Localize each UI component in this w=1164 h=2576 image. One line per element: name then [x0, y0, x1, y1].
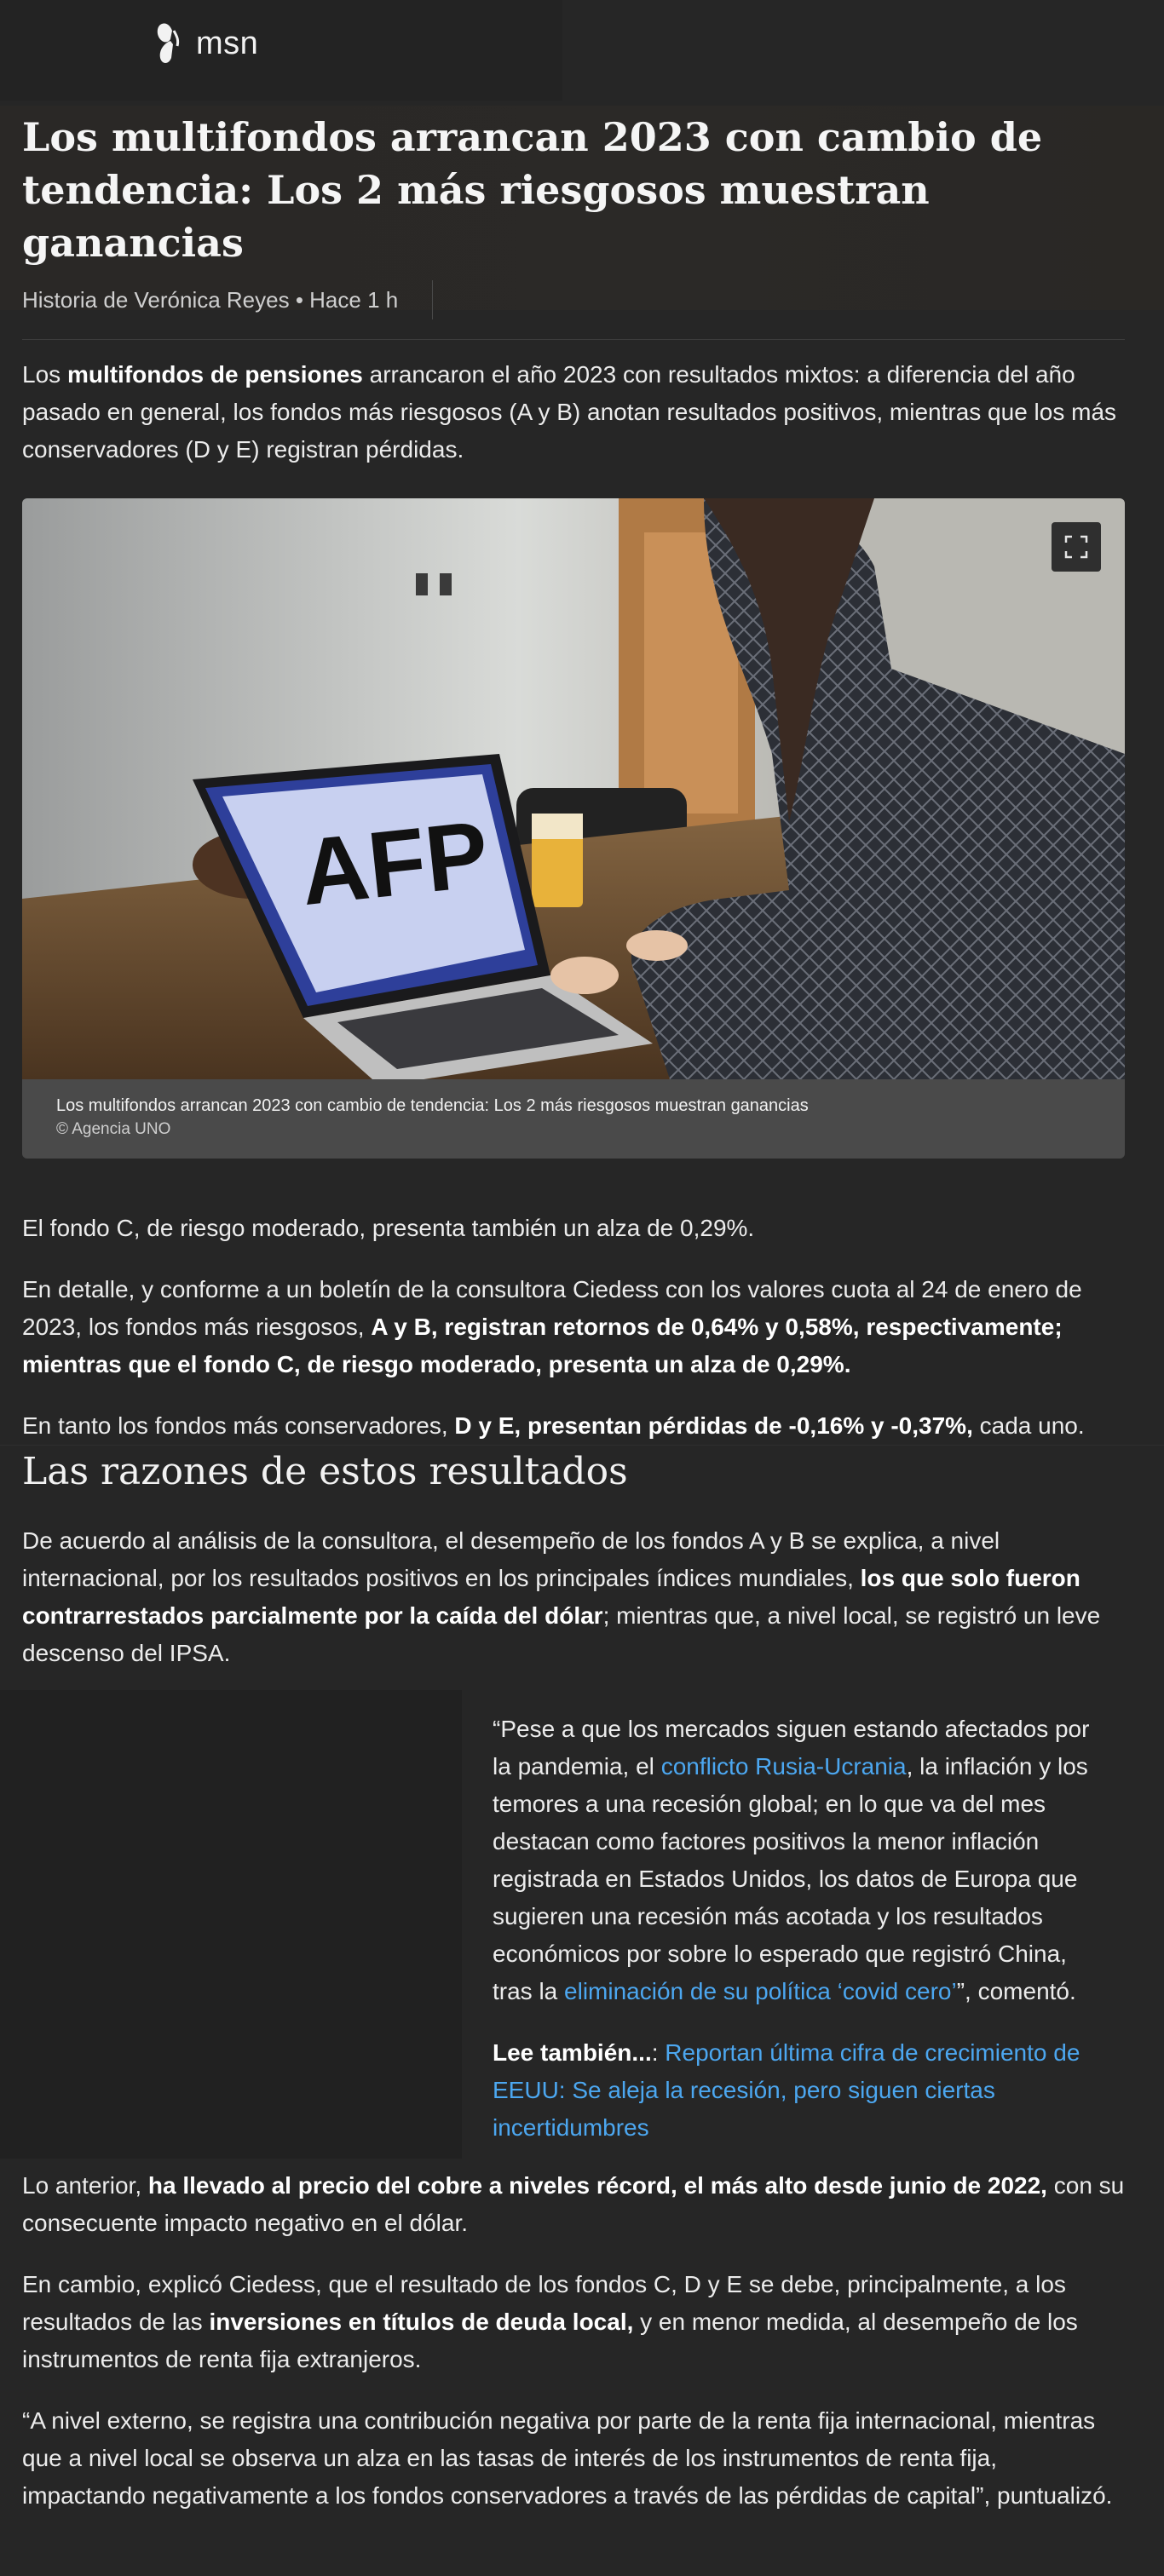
butterfly-icon	[153, 19, 191, 68]
article-header	[22, 111, 1125, 340]
link-conflicto[interactable]: conflicto Rusia-Ucrania	[660, 1753, 907, 1780]
header-rule	[22, 339, 1125, 340]
see-also	[493, 2034, 1106, 2147]
text-span: “Pese a que los mercados siguen estando afectados por la pandemia, el	[493, 1716, 1090, 1780]
text-span: cada uno.	[972, 1412, 1085, 1439]
byline-row	[22, 281, 1125, 319]
text-span: Los	[22, 361, 67, 388]
paragraph-external: “A nivel externo, se registra una contribución negativa por parte de la renta fija internacional, mientras que a nivel local se observa un alza en las tasas de interés de los instrumentos de renta fija, impactando negativamente a los fondos conservadores a través de las pérdidas de capital”, puntualizó.	[22, 2407, 1113, 2509]
see-also-label: Lee también...	[493, 2039, 652, 2066]
link-covid-cero[interactable]: eliminación de su política ‘covid cero’	[564, 1978, 957, 2004]
paragraph-fondo-c: El fondo C, de riesgo moderado, presenta también un alza de 0,29%.	[22, 1215, 755, 1241]
text-span: ”, comentó.	[956, 1978, 1076, 2004]
article-title: Los multifondos arrancan 2023 con cambio de tendencia: Los 2 más riesgosos muestran ganancias	[22, 114, 1043, 266]
text-span: y en menor medida, al desempeño de los instrumentos de renta fija extranjeros.	[22, 2309, 1078, 2372]
quote-paragraph	[493, 1711, 1106, 2010]
ad-slot	[0, 1690, 462, 2159]
section-block	[22, 1450, 1125, 1672]
bold-span: inversiones en títulos de deuda local,	[209, 2309, 634, 2335]
paragraph-conservative	[22, 1407, 1125, 1445]
text-span: En detalle, y conforme a un boletín de la consultora Ciedess con los valores cuota al 24 de enero de 2023, los fondos más riesgosos,	[22, 1276, 1082, 1340]
body-block-1	[22, 1210, 1125, 1445]
text-span: Lo anterior,	[22, 2172, 148, 2199]
section-heading: Las razones de estos resultados	[22, 1450, 628, 1493]
paragraph-copper	[22, 2167, 1125, 2242]
text-span: :	[651, 2039, 666, 2066]
intro-paragraph	[22, 356, 1125, 469]
paragraph-analysis	[22, 1522, 1125, 1672]
laptop-screen-text: AFP	[296, 801, 493, 926]
bold-span: los que solo fueron contrarrestados parcialmente por la caída del dólar	[22, 1565, 1080, 1629]
intro-block	[22, 356, 1125, 469]
section-divider	[0, 1445, 1164, 1446]
body-block-2	[22, 2167, 1125, 2515]
paragraph-cde	[22, 2266, 1125, 2378]
quote-column	[493, 1711, 1106, 2147]
bold-span: A y B, registran retornos de 0,64% y 0,58%, respectivamente; mientras que el fondo C, de riesgo moderado, presenta un alza de 0,29%.	[22, 1314, 1063, 1377]
text-span: con su consecuente impacto negativo en el dólar.	[22, 2172, 1125, 2236]
image-credit: © Agencia UNO	[56, 1120, 171, 1138]
expand-button[interactable]	[1052, 522, 1101, 572]
top-bar	[0, 0, 1164, 106]
text-span: arrancaron el año 2023 con resultados mixtos: a diferencia del año pasado en general, los fondos más riesgosos (A y B) anotan resultados positivos, mientras que los más conservadores (D y E) registran pérdidas.	[22, 361, 1117, 463]
msn-logo[interactable]	[153, 19, 258, 68]
text-span: , la inflación y los temores a una recesión global; en lo que va del mes destacan como factores positivos la menor inflación registrada en Estados Unidos, los datos de Europa que sugieren una recesión más acotada y los resultados económicos por sobre lo esperado que registró China, tras la	[493, 1753, 1088, 2004]
byline: Historia de Verónica Reyes • Hace 1 h	[22, 286, 399, 313]
text-span: En tanto los fondos más conservadores,	[22, 1412, 455, 1439]
text-span: De acuerdo al análisis de la consultora, el desempeño de los fondos A y B se explica, a nivel internacional, por los resultados positivos en los principales índices mundiales,	[22, 1527, 1000, 1591]
bold-span: multifondos de pensiones	[66, 361, 363, 388]
caption-box	[22, 1079, 1125, 1159]
image-caption: Los multifondos arrancan 2023 con cambio de tendencia: Los 2 más riesgosos muestran ganancias	[56, 1096, 809, 1115]
see-also-link[interactable]: Reportan última cifra de crecimiento de EEUU: Se aleja la recesión, pero siguen ciertas incertidumbres	[493, 2039, 1080, 2141]
bold-span: ha llevado al precio del cobre a niveles récord, el más alto desde junio de 2022,	[147, 2172, 1047, 2199]
expand-icon	[1064, 535, 1088, 559]
logo-text: msn	[196, 25, 259, 61]
byline-divider	[432, 280, 433, 319]
top-bar-left-panel	[0, 0, 562, 101]
paragraph-detail	[22, 1271, 1125, 1383]
bold-span: D y E, presentan pérdidas de -0,16% y -0,37%,	[454, 1412, 973, 1439]
lead-photo[interactable]	[22, 498, 1125, 1079]
text-span: En cambio, explicó Ciedess, que el resultado de los fondos C, D y E se debe, principalmente, a los resultados de las	[22, 2271, 1066, 2335]
text-span: ; mientras que, a nivel local, se registró un leve descenso del IPSA.	[22, 1602, 1101, 1666]
lead-image-figure[interactable]	[22, 498, 1125, 1159]
